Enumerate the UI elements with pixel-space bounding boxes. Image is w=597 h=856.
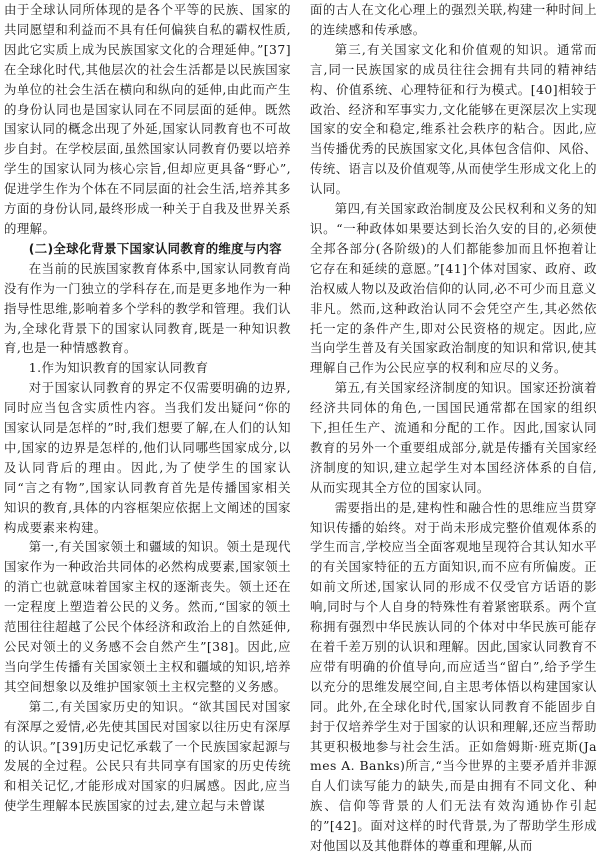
body-paragraph: 第四,有关国家政治制度及公民权利和义务的知识。“一种政体如果要达到长治久安的目的,必须使全邦各部分(各阶级)的人们都能参加而且怀抱着让它存在和延续的意愿。”[41]个体对国家、政府、政治权威人物以及政治信仰的认同,必不可少而且意义非凡。然而,这种政治认同不会凭空产生,其必然依托一定的条件产生,即对公民资格的规定。因此,应当向学生普及有关国家政治制度的知识和常识,使其理解自己作为公民应享的权利和应尽的义务。 <box>310 201 597 376</box>
body-paragraph: 在当前的民族国家教育体系中,国家认同教育尚没有作为一门独立的学科存在,而是更多地作为一种指导性思维,影响着多个学科的教学和管理。我们认为,全球化背景下的国家认同教育,既是一种知识教育,也是一种情感教育。 <box>4 260 291 356</box>
subsection-heading: 1.作为知识教育的国家认同教育 <box>28 360 209 376</box>
section-heading: (二)全球化背景下国家认同教育的维度与内容 <box>28 240 282 256</box>
right-column <box>310 0 597 856</box>
body-paragraph: 第五,有关国家经济制度的知识。国家还扮演着经济共同体的角色,一国国民通常都在国家的组织下,担任生产、流通和分配的工作。因此,国家认同教育的另外一个重要组成部分,就是传播有关国家经济制度的知识,建立起学生对本国经济体系的自信,从而实现其全方位的国家认同。 <box>310 380 597 495</box>
body-paragraph: 第一,有关国家领土和疆域的知识。领土是现代国家作为一种政治共同体的必然构成要素,国家领土的消亡也就意味着国家主权的逐渐丧失。领土还在一定程度上塑造着公民的义务。然而,“国家的领土范围往往超越了公民个体经济和政治上的自然延伸,公民对领土的义务感不会自然产生”[38]。因此,应当向学生传播有关国家领土主权和疆域的知识,培养其空间想象以及维护国家领土主权完整的义务感。 <box>4 539 291 694</box>
body-paragraph: 第三,有关国家文化和价值观的知识。通常而言,同一民族国家的成员往往会拥有共同的精神结构、价值系统、心理特征和行为模式。[40]相较于政治、经济和军事实力,文化能够在更深层次上实现国家的安全和稳定,维系社会秩序的粘合。因此,应当传播优秀的民族国家文化,具体包含信仰、风俗、传统、语言以及价值观等,从而使学生形成文化上的认同。 <box>310 41 597 197</box>
body-paragraph: 第二,有关国家历史的知识。“欲其国民对国家有深厚之爱情,必先使其国民对国家以往历史有深厚的认识。”[39]历史记忆承载了一个民族国家起源与发展的全过程。公民只有共同享有国家的历史传统和相关记忆,才能形成对国家的归属感。因此,应当使学生理解本民族国家的过去,建立起与未曾谋 <box>4 698 291 814</box>
left-column <box>4 0 291 816</box>
body-paragraph: 需要指出的是,建构性和融合性的思维应当贯穿知识传播的始终。对于尚未形成完整价值观体系的学生而言,学校应当全面客观地呈现符合其认知水平的有关国家特征的五方面知识,而不应有所偏废。正如前文所述,国家认同的形成不仅受官方话语的影响,同时与个人自身的特殊性有着紧密联系。两个宣称拥有强烈中华民族认同的个体对中华民族可能存在着千差万别的认识和理解。因此,国家认同教育不应带有明确的价值导向,而应适当“留白”,给予学生以充分的思维发展空间,自主思考体悟以构建国家认同。此外,在全球化时代,国家认同教育不能固步自封于仅培养学生对于国家的认识和理解,还应当帮助其更积极地参与社会生活。正如詹姆斯·班克斯(James A. Banks)所言,“当今世界的主要矛盾并非源自人们读写能力的缺失,而是由拥有不同文化、种族、信仰等背景的人们无法有效沟通协作引起的”[42]。面对这样的时代背景,为了帮助学生形成对他国以及其他群体的尊重和理解,从而 <box>310 499 597 854</box>
body-paragraph: 由于全球认同所体现的是各个平等的民族、国家的共同愿望和利益而不具有任何偏狭自私的霸权性质,因此它实质上成为民族国家文化的合理延伸。”[37]在全球化时代,其他层次的社会生活都是以民族国家为单位的社会生活在横向和纵向的延伸,由此而产生的身份认同也是国家认同在不同层面的延伸。既然国家认同的概念出现了外延,国家认同教育也不可故步自封。在学校层面,虽然国家认同教育仍要以培养学生的国家认同为核心宗旨,但却应更具备“野心”,促进学生作为个体在不同层面的社会生活,培养其多方面的身份认同,最终形成一种关于自我及世界关系的理解。 <box>4 2 291 236</box>
body-paragraph: 面的古人在文化心理上的强烈关联,构建一种时间上的连续感和传承感。 <box>310 2 597 37</box>
body-paragraph: 对于国家认同教育的界定不仅需要明确的边界,同时应当包含实质性内容。当我们发出疑问“你的国家认同是怎样的”时,我们想要了解,在人们的认知中,国家的边界是怎样的,他们认同哪些国家成分,以及认同背后的理由。因此,为了使学生的国家认同“言之有物”,国家认同教育首先是传播国家相关知识的教育,具体的内容框架应依据上文阐述的国家构成要素来构建。 <box>4 380 291 535</box>
